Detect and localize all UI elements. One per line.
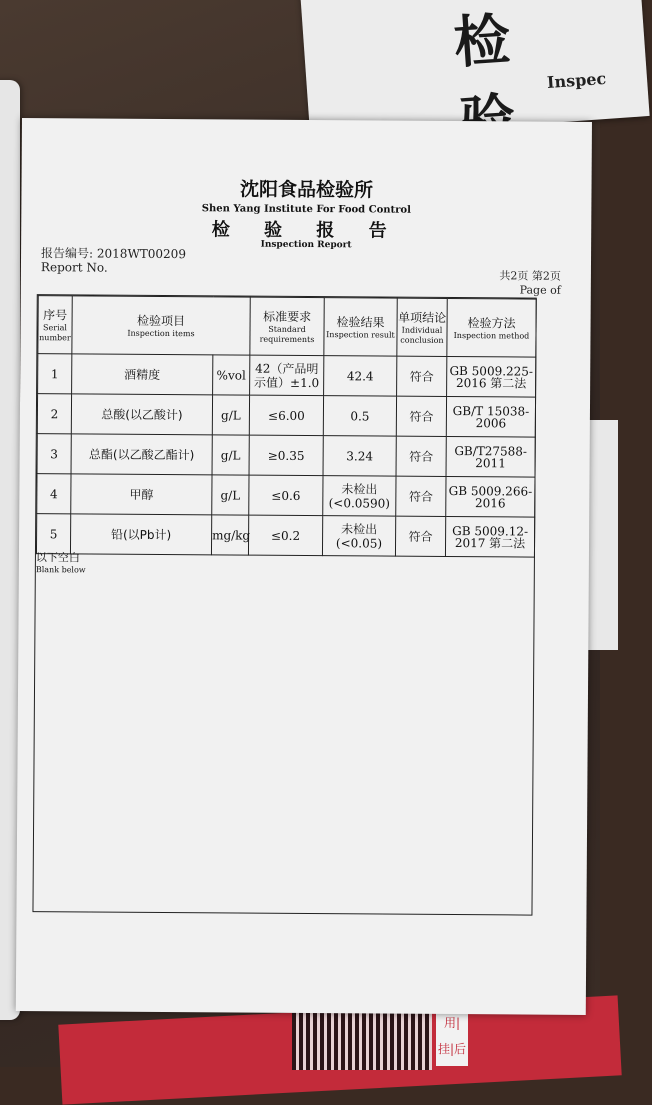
cell-conclusion: 符合 — [396, 476, 446, 516]
cell-method: GB 5009.225-2016 第二法 — [447, 356, 536, 397]
results-table — [36, 295, 537, 557]
report-page — [16, 118, 592, 1015]
header-standard: 标准要求 Standard requirements — [250, 297, 324, 356]
cell-unit: %vol — [213, 355, 250, 395]
cell-item: 酒精度 — [72, 354, 213, 395]
cell-unit: g/L — [212, 395, 249, 435]
cell-conclusion: 符合 — [397, 356, 447, 396]
results-frame — [32, 294, 536, 915]
cell-serial: 4 — [37, 474, 71, 514]
header-items: 检验项目 Inspection items — [72, 296, 250, 355]
cell-standard: ≤0.2 — [248, 515, 322, 556]
cell-serial: 1 — [38, 354, 72, 394]
header-conclusion: 单项结论 Individual conclusion — [397, 298, 447, 356]
cell-result: 0.5 — [323, 396, 396, 437]
cell-method: GB/T27588-2011 — [446, 436, 535, 477]
cell-serial: 5 — [36, 514, 70, 554]
report-number-label: 报告编号: — [41, 246, 94, 261]
cell-standard: ≥0.35 — [249, 435, 323, 476]
blank-below-en: Blank below — [35, 565, 86, 575]
background-report-cover — [300, 0, 650, 140]
cell-unit: g/L — [212, 435, 249, 475]
cell-result: 3.24 — [323, 436, 396, 477]
table-row — [37, 434, 535, 477]
institute-name-cn: 沈阳食品检验所 — [239, 178, 374, 202]
cell-item: 铅(以Pb计) — [70, 514, 211, 555]
cell-standard: ≤6.00 — [249, 395, 323, 436]
report-number — [41, 246, 186, 275]
report-number-value: 2018WT00209 — [96, 246, 187, 262]
report-title-cn: 检 验 报 告 — [211, 219, 401, 242]
cell-standard: 42（产品明示值）±1.0 — [250, 355, 324, 396]
cell-result: 42.4 — [324, 356, 397, 397]
header-result: 检验结果 Inspection result — [324, 298, 397, 357]
cell-result: 未检出 (<0.0590) — [323, 476, 396, 517]
qr-tag: 用|挂|后 — [436, 1010, 468, 1066]
cell-result: 未检出 (<0.05) — [322, 516, 395, 557]
table-row — [37, 474, 535, 517]
cell-serial: 2 — [37, 394, 71, 434]
cell-standard: ≤0.6 — [249, 475, 323, 516]
cell-conclusion: 符合 — [396, 396, 446, 436]
cell-conclusion: 符合 — [396, 436, 446, 476]
report-title-en: Inspection Report — [260, 239, 352, 251]
institute-name-en: Shen Yang Institute For Food Control — [201, 203, 411, 216]
header-method: 检验方法 Inspection method — [447, 298, 536, 357]
header-serial: 序号 Serial number — [38, 296, 72, 354]
cell-unit: mg/kg — [211, 515, 248, 555]
blank-below-cn: 以下空白 — [35, 551, 80, 565]
page-indicator-cn: 共2页 第2页 — [499, 269, 561, 283]
background-cover-subtitle: Inspec — [546, 68, 607, 92]
table-row — [37, 394, 535, 437]
cell-item: 甲醇 — [71, 474, 212, 515]
cell-method: GB 5009.12-2017 第二法 — [445, 516, 534, 557]
cell-conclusion: 符合 — [395, 516, 445, 556]
table-row — [38, 354, 536, 397]
table-header-row — [38, 296, 536, 357]
cell-unit: g/L — [212, 475, 249, 515]
background-cover-title: 检 — [451, 5, 539, 77]
blank-below-note — [36, 549, 86, 574]
page-indicator — [499, 269, 561, 297]
table-row — [36, 514, 534, 557]
cell-method: GB 5009.266-2016 — [446, 476, 535, 517]
cell-method: GB/T 15038-2006 — [446, 396, 535, 437]
page-indicator-en: Page of — [519, 283, 561, 297]
cell-item: 总酯(以乙酸乙酯计) — [71, 434, 212, 475]
cell-serial: 3 — [37, 434, 71, 474]
report-number-label-en: Report No. — [40, 260, 108, 275]
cell-item: 总酸(以乙酸计) — [71, 394, 212, 435]
